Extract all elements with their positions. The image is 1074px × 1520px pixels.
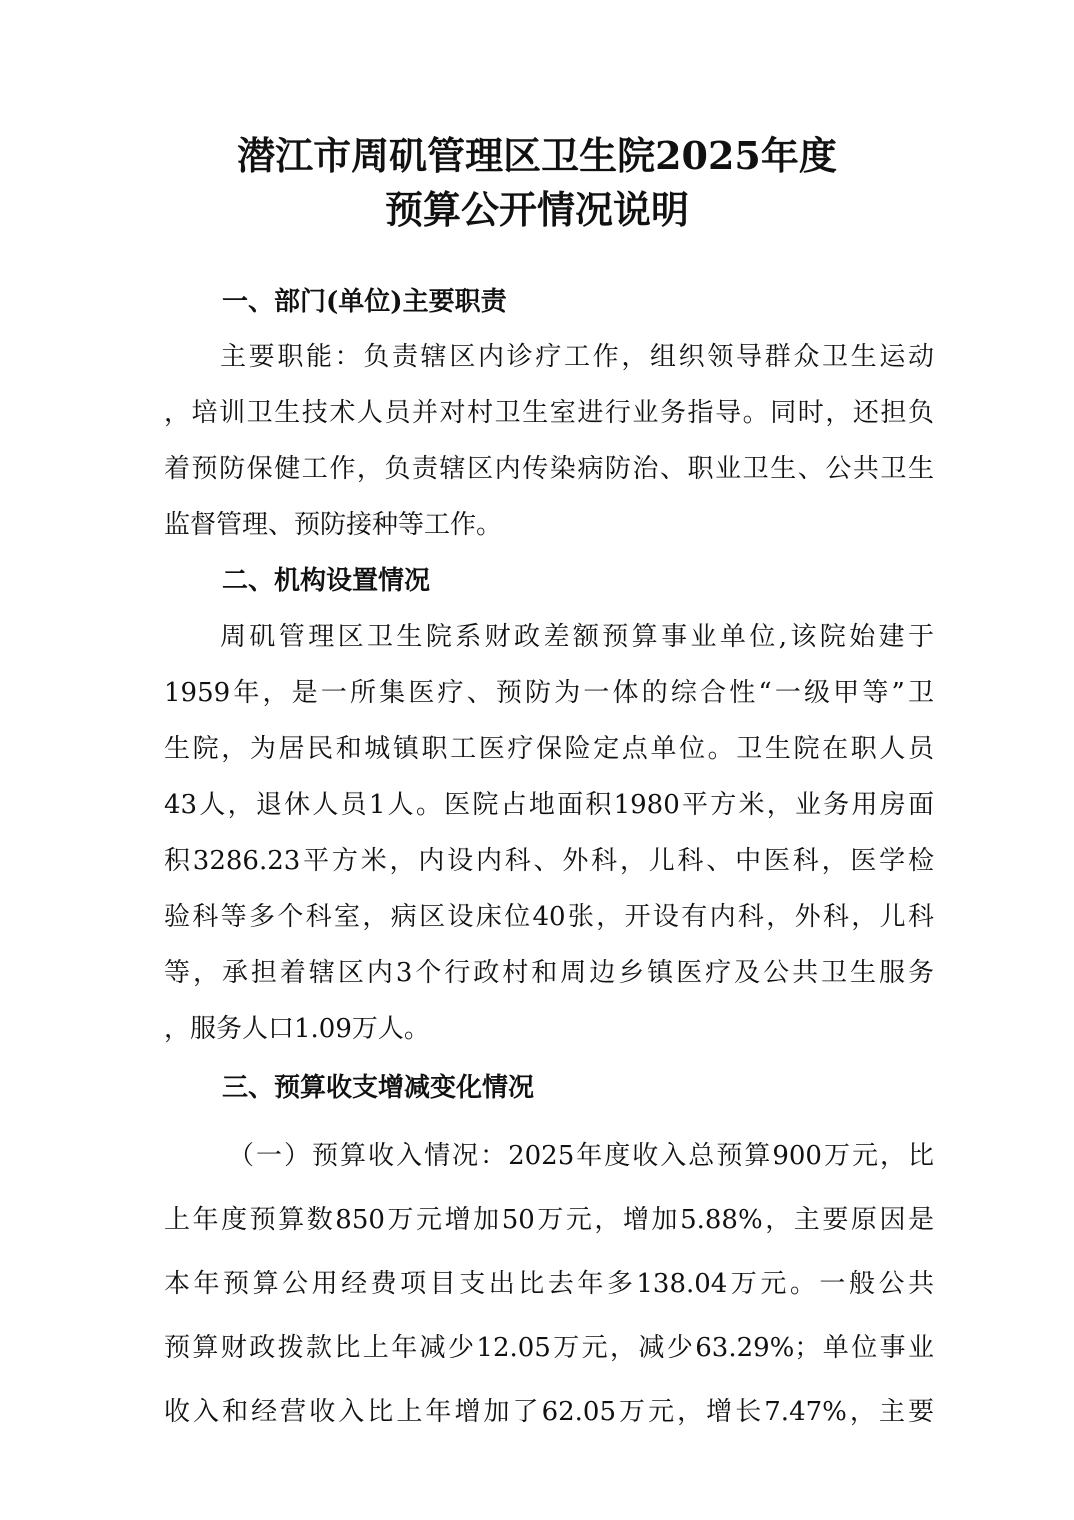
section-heading-organization: 二、机构设置情况 [222, 566, 431, 596]
paragraph-line: 上年度预算数850万元增加50万元，增加5.88%，主要原因是 [164, 1205, 934, 1235]
paragraph-line: 积3286.23平方米，内设内科、外科，儿科、中医科，医学检 [164, 846, 934, 876]
paragraph-line: 1959年，是一所集医疗、预防为一体的综合性“一级甲等”卫 [164, 678, 934, 708]
paragraph-line: 预算财政拨款比上年减少12.05万元，减少63.29%；单位事业 [164, 1333, 934, 1363]
paragraph-line: 等，承担着辖区内3个行政村和周边乡镇医疗及公共卫生服务 [164, 958, 934, 988]
paragraph-line: 主要职能：负责辖区内诊疗工作，组织领导群众卫生运动 [220, 342, 934, 372]
section-heading-budget-changes: 三、预算收支增减变化情况 [222, 1073, 535, 1103]
paragraph-line: 验科等多个科室，病区设床位40张，开设有内科，外科，儿科 [164, 902, 934, 932]
paragraph-line: ，培训卫生技术人员并对村卫生室进行业务指导。同时，还担负 [164, 398, 934, 428]
paragraph-line: 监督管理、预防接种等工作。 [164, 510, 503, 540]
paragraph-line: 生院，为居民和城镇职工医疗保险定点单位。卫生院在职人员 [164, 734, 934, 764]
paragraph-line: 周矶管理区卫生院系财政差额预算事业单位,该院始建于 [220, 622, 934, 652]
paragraph-line: （一）预算收入情况：2025年度收入总预算900万元，比 [228, 1141, 934, 1171]
paragraph-line: 本年预算公用经费项目支出比去年多138.04万元。一般公共 [164, 1269, 934, 1299]
paragraph-line: ，服务人口1.09万人。 [164, 1014, 430, 1044]
document-title-line-2: 预算公开情况说明 [384, 187, 689, 232]
paragraph-line: 着预防保健工作，负责辖区内传染病防治、职业卫生、公共卫生 [164, 454, 934, 484]
paragraph-line: 43人，退休人员1人。医院占地面积1980平方米，业务用房面 [164, 790, 934, 820]
section-heading-duties: 一、部门(单位)主要职责 [222, 287, 507, 317]
paragraph-line: 收入和经营收入比上年增加了62.05万元，增长7.47%，主要 [164, 1397, 934, 1427]
document-title-line-1: 潜江市周矶管理区卫生院2025年度 [237, 133, 837, 178]
